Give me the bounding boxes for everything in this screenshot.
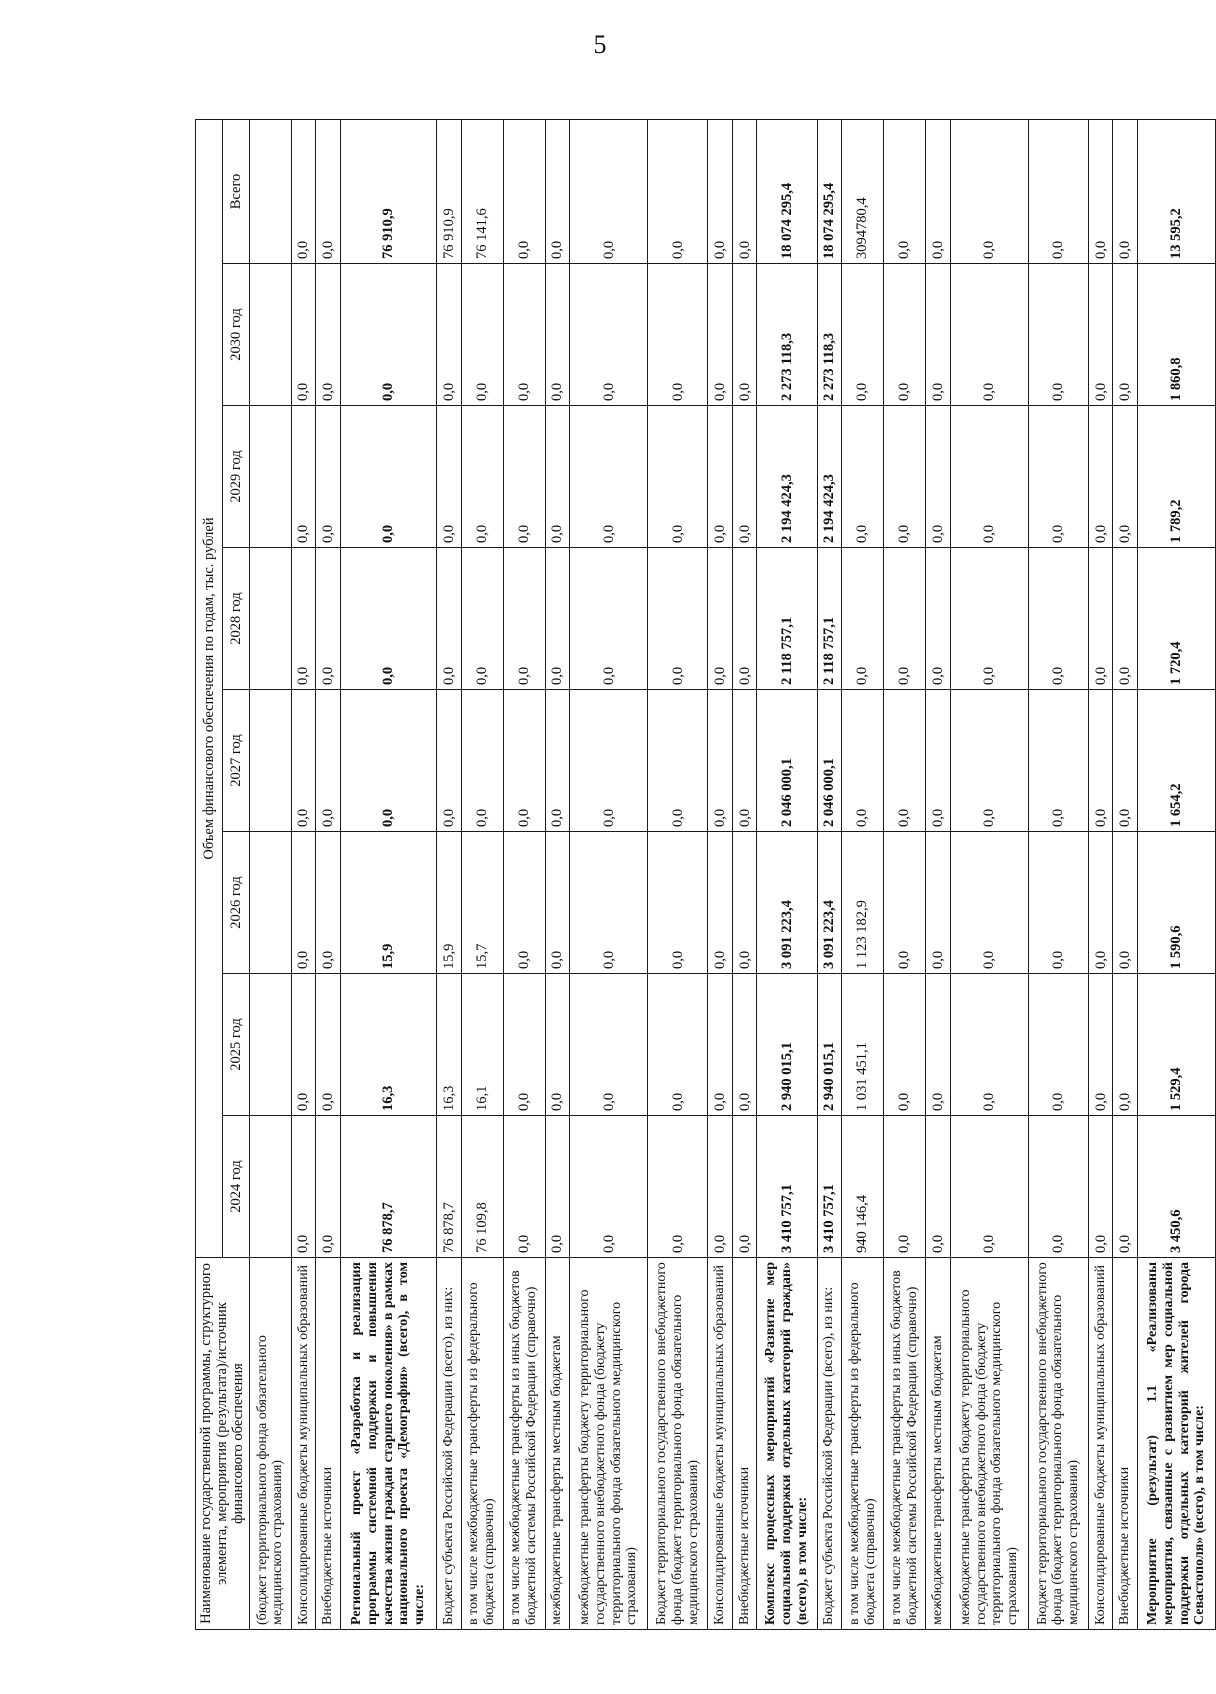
row-year-value: 0,0: [708, 974, 733, 1116]
row-year-value: 2 194 424,3: [757, 406, 817, 548]
row-year-value: 0,0: [1113, 1116, 1138, 1258]
row-year-value: 1 529,4: [1137, 974, 1215, 1116]
row-total-value: [249, 119, 291, 263]
row-year-value: 16,3: [340, 974, 436, 1116]
row-year-value: 2 046 000,1: [817, 690, 842, 832]
row-year-value: 0,0: [1088, 264, 1113, 406]
row-year-value: 940 146,4: [842, 1116, 884, 1258]
row-year-value: 0,0: [1088, 832, 1113, 974]
row-year-value: 0,0: [545, 264, 570, 406]
row-total-value: 0,0: [545, 119, 570, 263]
rotated-table-container: [195, 120, 1208, 1630]
row-year-value: 0,0: [648, 832, 708, 974]
row-year-value: 0,0: [950, 974, 1028, 1116]
table-row: [437, 119, 462, 1629]
row-year-value: 0,0: [437, 690, 462, 832]
row-name: межбюджетные трансферты бюджету территориального государственного внебюджетного фонда (бюджету территориального фонда обязательного медицинского страхования): [950, 1258, 1028, 1630]
row-year-value: 0,0: [545, 974, 570, 1116]
row-name: Внебюджетные источники: [316, 1258, 341, 1630]
row-name: Бюджет субъекта Российской Федерации (всего), из них:: [817, 1258, 842, 1630]
row-year-value: 0,0: [503, 1116, 545, 1258]
row-year-value: 0,0: [503, 974, 545, 1116]
row-year-value: 76 878,7: [437, 1116, 462, 1258]
row-year-value: 0,0: [842, 548, 884, 690]
header-year: 2030 год: [222, 264, 249, 406]
row-name: Внебюджетные источники: [1113, 1258, 1138, 1630]
row-year-value: 15,9: [437, 832, 462, 974]
row-year-value: 15,7: [461, 832, 503, 974]
row-year-value: [249, 974, 291, 1116]
row-year-value: 0,0: [884, 974, 926, 1116]
row-year-value: 0,0: [732, 406, 757, 548]
row-year-value: 0,0: [950, 264, 1028, 406]
row-year-value: 0,0: [545, 548, 570, 690]
row-year-value: 3 450,6: [1137, 1116, 1215, 1258]
row-name: Бюджет территориального государственного внебюджетного фонда (бюджет территориального фонда обязательного медицинского страхования): [648, 1258, 708, 1630]
row-year-value: 0,0: [503, 548, 545, 690]
header-row-group: [196, 119, 223, 1629]
row-year-value: 0,0: [316, 1116, 341, 1258]
table-row: [545, 119, 570, 1629]
row-name: Региональный проект «Разработка и реализация программы системной поддержки и повышения качества жизни граждан старшего поколения» в рамках национального проекта «Демография» (всего), в том числе:: [340, 1258, 436, 1630]
row-total-value: 0,0: [1028, 119, 1088, 263]
row-year-value: 0,0: [1088, 548, 1113, 690]
row-year-value: 0,0: [340, 264, 436, 406]
row-year-value: 0,0: [291, 832, 316, 974]
row-year-value: 0,0: [732, 1116, 757, 1258]
row-name: межбюджетные трансферты местным бюджетам: [926, 1258, 951, 1630]
header-year: 2025 год: [222, 974, 249, 1116]
header-group-financing: Объем финансового обеспечения по годам, тыс. рублей: [196, 119, 223, 1257]
row-year-value: 0,0: [291, 1116, 316, 1258]
row-year-value: 0,0: [291, 264, 316, 406]
header-name-column: Наименование государственной программы, структурного элемента, мероприятия (результата)/источник финансового обеспечения: [196, 1258, 250, 1630]
row-year-value: [249, 264, 291, 406]
table-row: [291, 119, 316, 1629]
row-year-value: 0,0: [884, 548, 926, 690]
table-row: [1088, 119, 1113, 1629]
row-year-value: 2 273 118,3: [757, 264, 817, 406]
row-year-value: 1 720,4: [1137, 548, 1215, 690]
row-year-value: 0,0: [545, 832, 570, 974]
row-year-value: 0,0: [732, 832, 757, 974]
row-year-value: 0,0: [648, 1116, 708, 1258]
row-year-value: 1 031 451,1: [842, 974, 884, 1116]
row-year-value: 0,0: [1113, 974, 1138, 1116]
row-year-value: 0,0: [1113, 406, 1138, 548]
row-year-value: 76 109,8: [461, 1116, 503, 1258]
row-name: (бюджет территориального фонда обязательного медицинского страхования): [249, 1258, 291, 1630]
table-row: [249, 119, 291, 1629]
header-year: 2028 год: [222, 548, 249, 690]
row-year-value: 0,0: [316, 974, 341, 1116]
row-year-value: [249, 406, 291, 548]
row-year-value: 0,0: [708, 1116, 733, 1258]
row-year-value: 0,0: [1113, 690, 1138, 832]
row-total-value: 76 910,9: [437, 119, 462, 263]
row-name: в том числе межбюджетные трансферты из федерального бюджета (справочно): [461, 1258, 503, 1630]
row-year-value: 0,0: [842, 264, 884, 406]
row-name: Бюджет субъекта Российской Федерации (всего), из них:: [437, 1258, 462, 1630]
row-total-value: 0,0: [1088, 119, 1113, 263]
row-year-value: 0,0: [461, 264, 503, 406]
row-year-value: 0,0: [1028, 264, 1088, 406]
row-year-value: 2 118 757,1: [757, 548, 817, 690]
row-year-value: 0,0: [648, 406, 708, 548]
header-year: 2027 год: [222, 690, 249, 832]
row-year-value: 16,1: [461, 974, 503, 1116]
row-year-value: 0,0: [1028, 548, 1088, 690]
row-year-value: 15,9: [340, 832, 436, 974]
row-year-value: 0,0: [884, 832, 926, 974]
row-year-value: 0,0: [1028, 832, 1088, 974]
row-year-value: 3 410 757,1: [757, 1116, 817, 1258]
row-year-value: 0,0: [732, 264, 757, 406]
table-row: [503, 119, 545, 1629]
row-year-value: 0,0: [1028, 974, 1088, 1116]
row-year-value: 0,0: [926, 974, 951, 1116]
header-year: 2029 год: [222, 406, 249, 548]
row-year-value: 0,0: [570, 832, 648, 974]
row-total-value: 0,0: [291, 119, 316, 263]
row-total-value: 0,0: [648, 119, 708, 263]
row-year-value: 2 940 015,1: [757, 974, 817, 1116]
row-year-value: 0,0: [570, 406, 648, 548]
row-year-value: 16,3: [437, 974, 462, 1116]
header-year: 2024 год: [222, 1116, 249, 1258]
row-total-value: 0,0: [926, 119, 951, 263]
row-year-value: 2 273 118,3: [817, 264, 842, 406]
row-year-value: 0,0: [461, 548, 503, 690]
row-name: Консолидированные бюджеты муниципальных образований: [291, 1258, 316, 1630]
row-year-value: 0,0: [1028, 1116, 1088, 1258]
row-year-value: 0,0: [291, 690, 316, 832]
row-year-value: 1 123 182,9: [842, 832, 884, 974]
row-year-value: 0,0: [1088, 690, 1113, 832]
row-year-value: [249, 548, 291, 690]
table-row: [461, 119, 503, 1629]
row-year-value: 0,0: [503, 264, 545, 406]
row-year-value: 0,0: [1028, 690, 1088, 832]
row-name: Комплекс процессных мероприятий «Развитие мер социальной поддержки отдельных категорий граждан» (всего), в том числе:: [757, 1258, 817, 1630]
row-total-value: 18 074 295,4: [757, 119, 817, 263]
row-year-value: 0,0: [570, 548, 648, 690]
table-row: [926, 119, 951, 1629]
row-year-value: 0,0: [950, 1116, 1028, 1258]
row-total-value: 0,0: [708, 119, 733, 263]
row-year-value: 0,0: [461, 690, 503, 832]
row-year-value: 2 940 015,1: [817, 974, 842, 1116]
row-year-value: 0,0: [648, 548, 708, 690]
row-year-value: 3 091 223,4: [757, 832, 817, 974]
row-year-value: 1 654,2: [1137, 690, 1215, 832]
row-year-value: 0,0: [884, 1116, 926, 1258]
row-year-value: 0,0: [316, 832, 341, 974]
row-total-value: 76 910,9: [340, 119, 436, 263]
row-year-value: 0,0: [316, 406, 341, 548]
row-year-value: 0,0: [926, 548, 951, 690]
table-body: [249, 119, 1216, 1629]
row-year-value: 0,0: [1113, 832, 1138, 974]
row-year-value: 0,0: [503, 690, 545, 832]
row-year-value: 0,0: [842, 690, 884, 832]
row-name: Бюджет территориального государственного внебюджетного фонда (бюджет территориального фонда обязательного медицинского страхования): [1028, 1258, 1088, 1630]
row-total-value: 76 141,6: [461, 119, 503, 263]
table-row: [884, 119, 926, 1629]
row-year-value: 0,0: [708, 548, 733, 690]
row-total-value: 0,0: [732, 119, 757, 263]
row-year-value: 0,0: [950, 406, 1028, 548]
row-year-value: 0,0: [437, 548, 462, 690]
header-total: Всего: [222, 119, 249, 263]
row-year-value: [249, 690, 291, 832]
row-year-value: 0,0: [340, 406, 436, 548]
row-total-value: 18 074 295,4: [817, 119, 842, 263]
row-year-value: 0,0: [1088, 1116, 1113, 1258]
table-row: [1113, 119, 1138, 1629]
row-name: Мероприятие (результат) 1.1 «Реализованы мероприятия, связанные с развитием мер социальной поддержки отдельных категорий жителей города Севастополя» (всего), в том числе:: [1137, 1258, 1215, 1630]
table-row: [316, 119, 341, 1629]
row-year-value: 0,0: [570, 1116, 648, 1258]
row-year-value: 0,0: [732, 974, 757, 1116]
row-name: Консолидированные бюджеты муниципальных образований: [708, 1258, 733, 1630]
row-name: Консолидированные бюджеты муниципальных образований: [1088, 1258, 1113, 1630]
table-row: [340, 119, 436, 1629]
row-name: межбюджетные трансферты местным бюджетам: [545, 1258, 570, 1630]
row-year-value: 0,0: [340, 548, 436, 690]
row-total-value: 0,0: [884, 119, 926, 263]
row-year-value: 0,0: [950, 832, 1028, 974]
row-year-value: 0,0: [291, 974, 316, 1116]
row-name: межбюджетные трансферты бюджету территориального государственного внебюджетного фонда (бюджету территориального фонда обязательного медицинского страхования): [570, 1258, 648, 1630]
row-total-value: 0,0: [570, 119, 648, 263]
row-year-value: 0,0: [1113, 264, 1138, 406]
row-total-value: 0,0: [1113, 119, 1138, 263]
table-row: [570, 119, 648, 1629]
page-number: 5: [593, 30, 607, 59]
row-year-value: 0,0: [340, 690, 436, 832]
table-row: [842, 119, 884, 1629]
row-year-value: 0,0: [842, 406, 884, 548]
row-total-value: 0,0: [316, 119, 341, 263]
row-year-value: 3 410 757,1: [817, 1116, 842, 1258]
row-year-value: 0,0: [503, 832, 545, 974]
row-year-value: 0,0: [926, 1116, 951, 1258]
row-year-value: 0,0: [708, 690, 733, 832]
row-year-value: 0,0: [1113, 548, 1138, 690]
row-year-value: 1 590,6: [1137, 832, 1215, 974]
row-year-value: 0,0: [570, 974, 648, 1116]
row-year-value: 0,0: [437, 406, 462, 548]
table-row: [817, 119, 842, 1629]
row-name: в том числе межбюджетные трансферты из иных бюджетов бюджетной системы Российской Федерации (справочно): [884, 1258, 926, 1630]
row-year-value: 0,0: [503, 406, 545, 548]
table-row: [1028, 119, 1088, 1629]
row-year-value: 0,0: [316, 264, 341, 406]
row-year-value: 0,0: [884, 690, 926, 832]
row-year-value: 0,0: [545, 690, 570, 832]
table-row: [732, 119, 757, 1629]
row-year-value: 0,0: [708, 406, 733, 548]
row-year-value: 0,0: [291, 406, 316, 548]
row-year-value: 0,0: [926, 406, 951, 548]
row-year-value: 0,0: [648, 974, 708, 1116]
row-total-value: 13 595,2: [1137, 119, 1215, 263]
row-year-value: 0,0: [884, 264, 926, 406]
row-year-value: 0,0: [648, 264, 708, 406]
row-year-value: 0,0: [570, 264, 648, 406]
row-year-value: 0,0: [545, 1116, 570, 1258]
row-year-value: 0,0: [1088, 974, 1113, 1116]
row-year-value: 76 878,7: [340, 1116, 436, 1258]
financing-table: [195, 119, 1216, 1630]
row-year-value: 2 118 757,1: [817, 548, 842, 690]
row-year-value: 1 789,2: [1137, 406, 1215, 548]
row-year-value: 0,0: [732, 690, 757, 832]
row-total-value: 3094780,4: [842, 119, 884, 263]
row-year-value: 0,0: [291, 548, 316, 690]
row-year-value: 0,0: [316, 690, 341, 832]
row-total-value: 0,0: [950, 119, 1028, 263]
table-row: [648, 119, 708, 1629]
row-year-value: [249, 1116, 291, 1258]
row-name: в том числе межбюджетные трансферты из иных бюджетов бюджетной системы Российской Федерации (справочно): [503, 1258, 545, 1630]
row-year-value: [249, 832, 291, 974]
row-year-value: 2 194 424,3: [817, 406, 842, 548]
row-year-value: 0,0: [570, 690, 648, 832]
row-year-value: 0,0: [732, 548, 757, 690]
row-name: Внебюджетные источники: [732, 1258, 757, 1630]
row-year-value: 0,0: [950, 690, 1028, 832]
table-row: [708, 119, 733, 1629]
header-year: 2026 год: [222, 832, 249, 974]
table-row: [950, 119, 1028, 1629]
row-year-value: 0,0: [950, 548, 1028, 690]
row-year-value: 0,0: [1028, 406, 1088, 548]
row-year-value: 2 046 000,1: [757, 690, 817, 832]
row-year-value: 0,0: [1088, 406, 1113, 548]
row-name: в том числе межбюджетные трансферты из федерального бюджета (справочно): [842, 1258, 884, 1630]
row-year-value: 1 860,8: [1137, 264, 1215, 406]
row-year-value: 0,0: [926, 264, 951, 406]
table-row: [1137, 119, 1215, 1629]
row-year-value: 0,0: [316, 548, 341, 690]
row-year-value: 0,0: [926, 690, 951, 832]
row-year-value: 0,0: [926, 832, 951, 974]
table-row: [757, 119, 817, 1629]
row-year-value: 0,0: [545, 406, 570, 548]
row-year-value: 0,0: [648, 690, 708, 832]
row-year-value: 3 091 223,4: [817, 832, 842, 974]
row-year-value: 0,0: [708, 264, 733, 406]
row-year-value: 0,0: [461, 406, 503, 548]
row-year-value: 0,0: [884, 406, 926, 548]
row-year-value: 0,0: [437, 264, 462, 406]
row-year-value: 0,0: [708, 832, 733, 974]
row-total-value: 0,0: [503, 119, 545, 263]
